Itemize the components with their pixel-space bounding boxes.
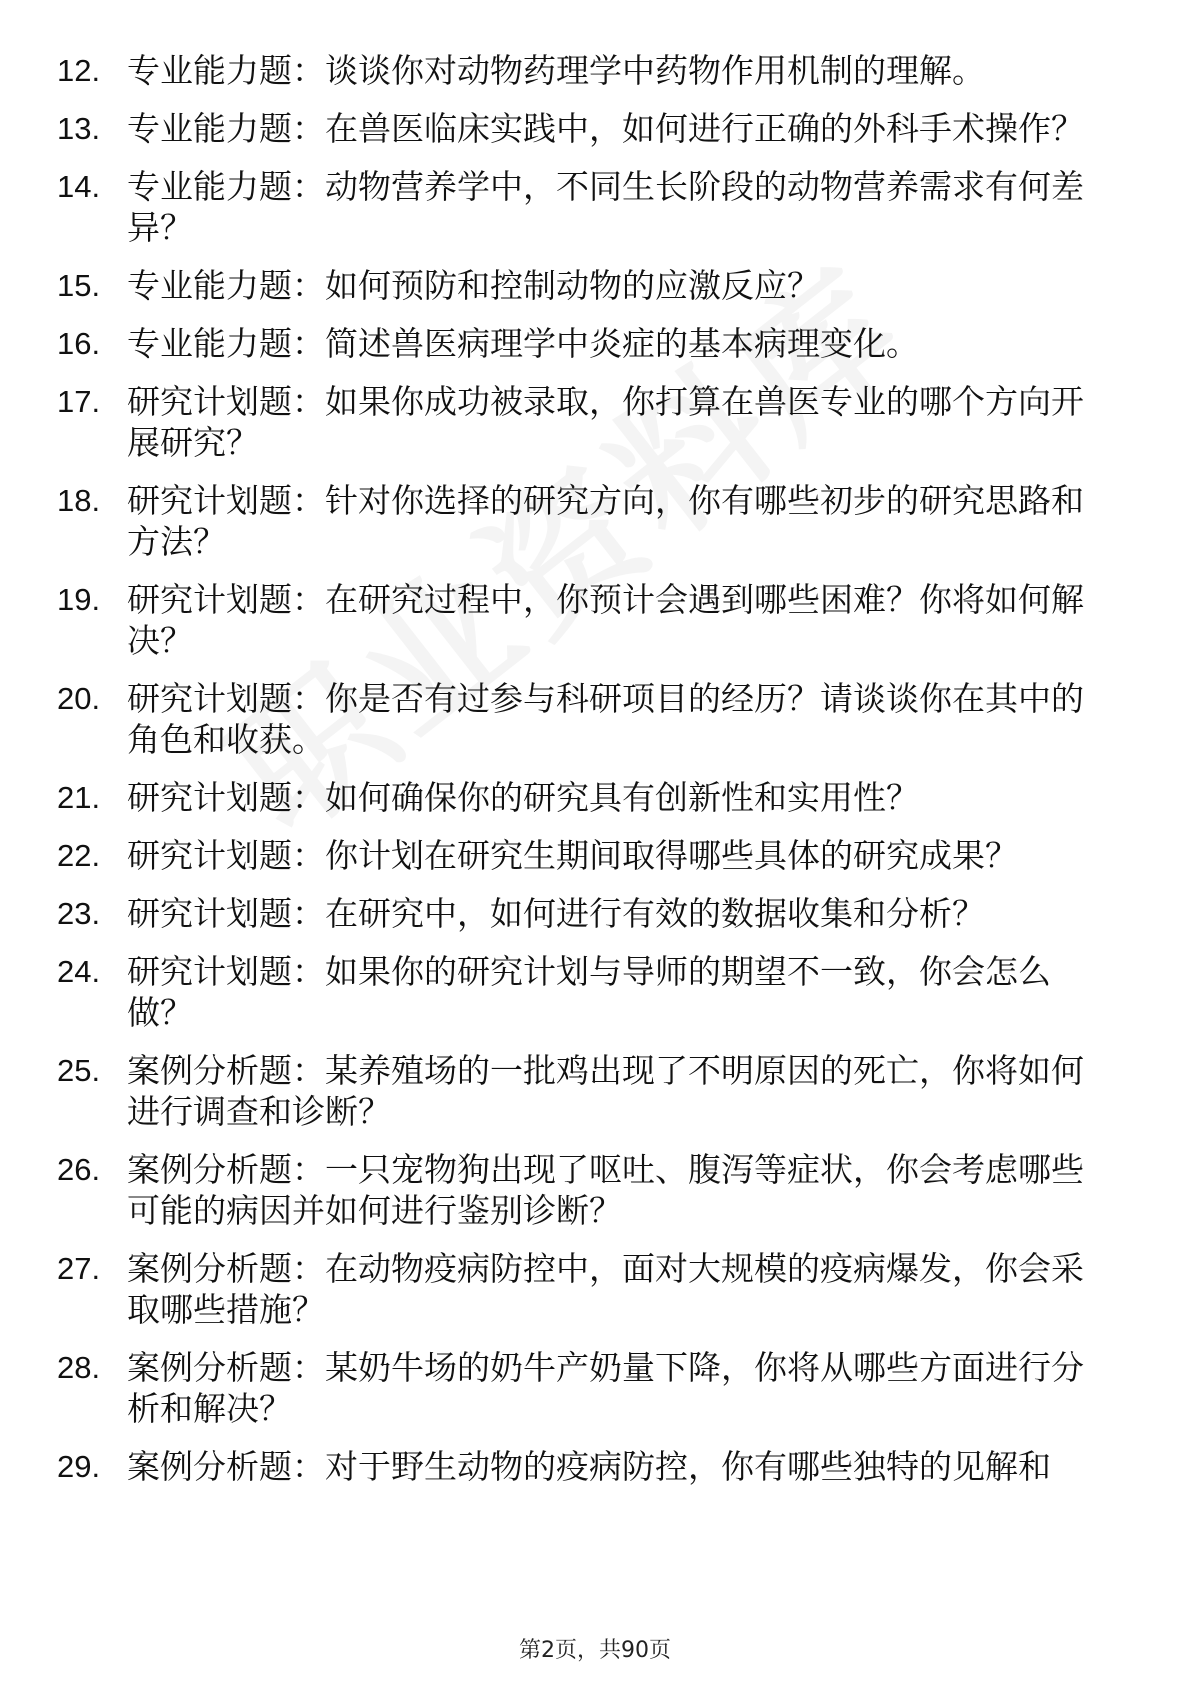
item-number: 26. xyxy=(57,1152,101,1187)
item-text: 研究计划题：你是否有过参与科研项目的经历？请谈谈你在其中的角色和收获。 xyxy=(127,679,1084,759)
item-number: 16. xyxy=(57,326,101,361)
item-number: 20. xyxy=(57,681,101,716)
item-number: 25. xyxy=(57,1053,101,1088)
item-number: 12. xyxy=(57,53,101,88)
list-item xyxy=(0,1347,1190,1429)
item-number: 14. xyxy=(57,169,101,204)
list-item xyxy=(0,166,1190,248)
item-number: 28. xyxy=(57,1350,101,1385)
list-item xyxy=(0,381,1190,463)
list-item xyxy=(0,1149,1190,1231)
item-number: 18. xyxy=(57,483,101,518)
item-number: 24. xyxy=(57,954,101,989)
item-number: 17. xyxy=(57,384,101,419)
list-item xyxy=(0,1248,1190,1330)
item-text: 研究计划题：如果你成功被录取，你打算在兽医专业的哪个方向开展研究？ xyxy=(127,382,1084,462)
list-item xyxy=(0,835,1190,876)
item-text: 专业能力题：简述兽医病理学中炎症的基本病理变化。 xyxy=(127,324,919,363)
list-item xyxy=(0,777,1190,818)
list-item xyxy=(0,1446,1190,1487)
item-text: 专业能力题：如何预防和控制动物的应激反应？ xyxy=(127,266,820,305)
item-text: 案例分析题：某奶牛场的奶牛产奶量下降，你将从哪些方面进行分析和解决？ xyxy=(127,1348,1084,1428)
list-item xyxy=(0,265,1190,306)
item-text: 研究计划题：在研究中，如何进行有效的数据收集和分析？ xyxy=(127,894,985,933)
item-number: 13. xyxy=(57,111,101,146)
item-text: 研究计划题：你计划在研究生期间取得哪些具体的研究成果？ xyxy=(127,836,1018,875)
item-text: 案例分析题：对于野生动物的疫病防控，你有哪些独特的见解和 xyxy=(127,1447,1051,1486)
item-text: 研究计划题：针对你选择的研究方向，你有哪些初步的研究思路和方法？ xyxy=(127,481,1084,561)
list-item xyxy=(0,323,1190,364)
page-footer: 第2页，共90页 xyxy=(519,1638,671,1663)
item-number: 21. xyxy=(57,780,101,815)
list-item xyxy=(0,893,1190,934)
item-number: 29. xyxy=(57,1449,101,1484)
list-item xyxy=(0,108,1190,149)
item-number: 23. xyxy=(57,896,101,931)
list-item xyxy=(0,678,1190,760)
item-text: 专业能力题：动物营养学中，不同生长阶段的动物营养需求有何差异？ xyxy=(127,167,1084,247)
item-text: 案例分析题：某养殖场的一批鸡出现了不明原因的死亡，你将如何进行调查和诊断？ xyxy=(127,1051,1084,1131)
item-text: 案例分析题：一只宠物狗出现了呕吐、腹泻等症状，你会考虑哪些可能的病因并如何进行鉴别诊断？ xyxy=(127,1150,1084,1230)
list-item xyxy=(0,1050,1190,1132)
item-text: 专业能力题：在兽医临床实践中，如何进行正确的外科手术操作？ xyxy=(127,109,1084,148)
item-text: 专业能力题：谈谈你对动物药理学中药物作用机制的理解。 xyxy=(127,51,985,90)
item-text: 研究计划题：如果你的研究计划与导师的期望不一致，你会怎么做？ xyxy=(127,952,1051,1032)
question-list xyxy=(0,50,1190,1504)
list-item xyxy=(0,951,1190,1033)
list-item xyxy=(0,480,1190,562)
item-number: 22. xyxy=(57,838,101,873)
item-number: 27. xyxy=(57,1251,101,1286)
list-item xyxy=(0,579,1190,661)
list-item xyxy=(0,50,1190,91)
item-text: 研究计划题：在研究过程中，你预计会遇到哪些困难？你将如何解决？ xyxy=(127,580,1084,660)
item-number: 19. xyxy=(57,582,101,617)
item-text: 案例分析题：在动物疫病防控中，面对大规模的疫病爆发，你会采取哪些措施？ xyxy=(127,1249,1084,1329)
item-number: 15. xyxy=(57,268,101,303)
item-text: 研究计划题：如何确保你的研究具有创新性和实用性？ xyxy=(127,778,919,817)
